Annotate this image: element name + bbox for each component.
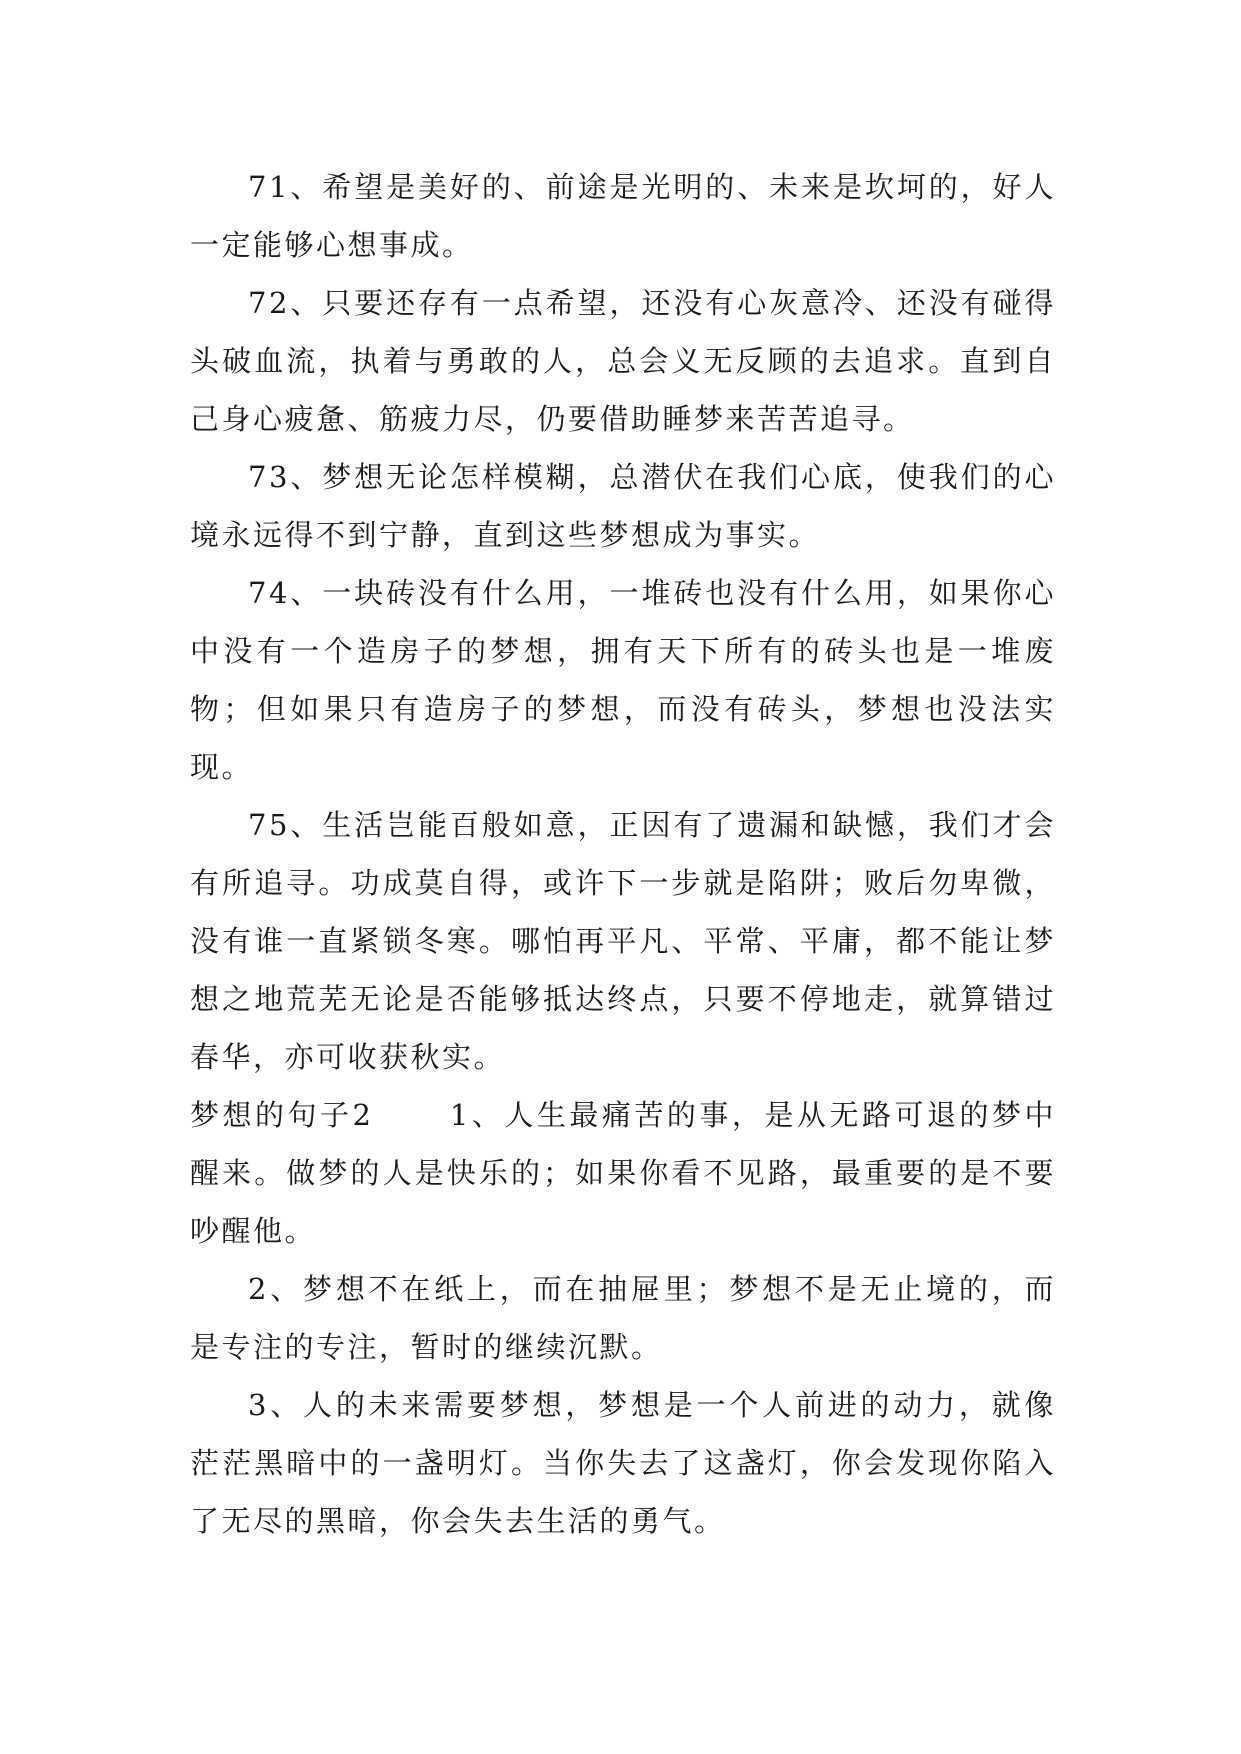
section-heading: 梦想的句子2 [190, 1098, 374, 1132]
paragraph-3: 3、人的未来需要梦想，梦想是一个人前进的动力，就像茫茫黑暗中的一盏明灯。当你失去了这盏灯，你会发现你陷入了无尽的黑暗，你会失去生活的勇气。 [190, 1388, 1056, 1538]
paragraph-1: 1、人生最痛苦的事，是从无路可退的梦中醒来。做梦的人是快乐的；如果你看不见路，最重要的是不要吵醒他。 [190, 1098, 1057, 1248]
section-first-paragraph [190, 1086, 1056, 1260]
paragraph-75: 75、生活岂能百般如意，正因有了遗漏和缺憾，我们才会有所追寻。功成莫自得，或许下一步就是陷阱；败后勿卑微，没有谁一直紧锁冬寒。哪怕再平凡、平常、平庸，都不能让梦想之地荒芜无论是否能够抵达终点，只要不停地走，就算错过春华，亦可收获秋实。 [190, 808, 1056, 1074]
heading-gap [374, 1098, 450, 1132]
paragraph-2: 2、梦想不在纸上，而在抽屉里；梦想不是无止境的，而是专注的专注，暂时的继续沉默。 [190, 1272, 1056, 1364]
paragraph-72: 72、只要还存有一点希望，还没有心灰意冷、还没有碰得头破血流，执着与勇敢的人，总会义无反顾的去追求。直到自己身心疲惫、筋疲力尽，仍要借助睡梦来苦苦追寻。 [190, 286, 1056, 436]
paragraph-73: 73、梦想无论怎样模糊，总潜伏在我们心底，使我们的心境永远得不到宁静，直到这些梦想成为事实。 [190, 460, 1056, 552]
paragraph-71: 71、希望是美好的、前途是光明的、未来是坎坷的，好人一定能够心想事成。 [190, 170, 1056, 262]
document-page [190, 158, 1056, 1550]
paragraph-74: 74、一块砖没有什么用，一堆砖也没有什么用，如果你心中没有一个造房子的梦想，拥有天下所有的砖头也是一堆废物；但如果只有造房子的梦想，而没有砖头，梦想也没法实现。 [190, 576, 1056, 784]
